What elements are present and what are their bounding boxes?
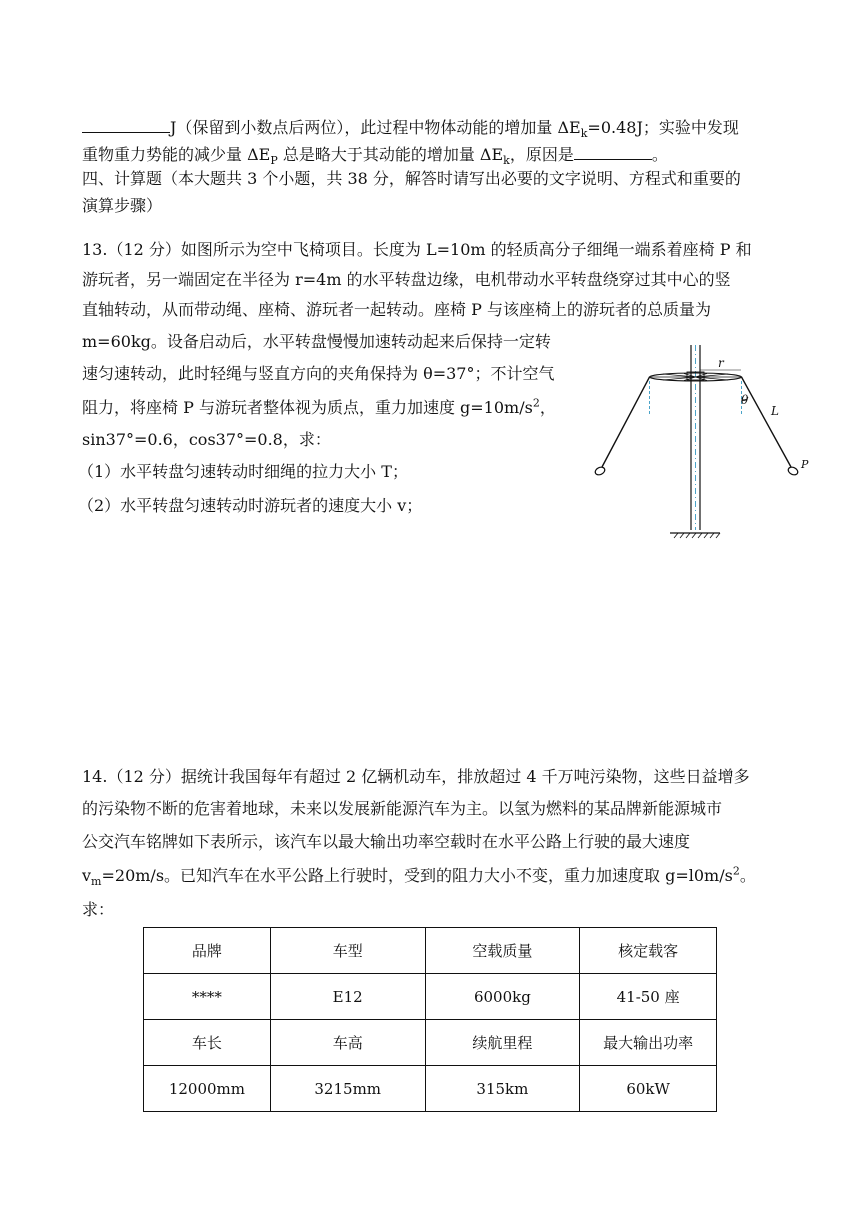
table-cell: 315km xyxy=(425,1066,580,1112)
table-cell: **** xyxy=(144,974,271,1020)
table-cell: 续航里程 xyxy=(425,1020,580,1066)
label-theta: θ xyxy=(741,393,749,407)
table-row xyxy=(144,928,717,974)
answer-blank-2[interactable] xyxy=(574,143,652,160)
q13-line-1: 13.（12 分）如图所示为空中飞椅项目。长度为 L=10m 的轻质高分子细绳一端系着座椅 P 和 xyxy=(82,240,752,259)
q14-line-3: 公交汽车铭牌如下表所示，该汽车以最大输出功率空载时在水平公路上行驶的最大速度 xyxy=(82,832,691,851)
table-cell: 6000kg xyxy=(425,974,580,1020)
table-cell: 3215mm xyxy=(270,1066,425,1112)
q13-line-5: 速匀速转动，此时轻绳与竖直方向的夹角保持为 θ=37°；不计空气 xyxy=(82,364,555,383)
label-L: L xyxy=(771,404,779,418)
prev-line-1: J（保留到小数点后两位），此过程中物体动能的增加量 $\Delta E_k=0.48J$；实验中发现 xyxy=(82,116,739,138)
table-cell: 车高 xyxy=(270,1020,425,1066)
q14-line-1: 14.（12 分）据统计我国每年有超过 2 亿辆机动车，排放超过 4 千万吨污染物，这些日益增多 xyxy=(82,767,750,786)
table-cell: 12000mm xyxy=(144,1066,271,1112)
q14-line-4: $v_m=20m/s$。已知汽车在水平公路上行驶时，受到的阻力大小不变，重力加速度取 $g=l0m/s^2$。 xyxy=(82,864,756,889)
q13-sub-1: （1）水平转盘匀速转动时细绳的拉力大小 T； xyxy=(78,462,408,481)
section-heading: 四、计算题（本大题共 3 个小题，共 38 分，解答时请写出必要的文字说明、方程式和重要的 xyxy=(82,169,741,188)
table-cell: 41-50 座 xyxy=(580,974,717,1020)
section-heading-cont: 演算步骤） xyxy=(82,196,163,215)
table-cell: 品牌 xyxy=(144,928,271,974)
table-row xyxy=(144,1020,717,1066)
prev-line-2: 重物重力势能的减少量 $\Delta E_P$ 总是略大于其动能的增加量 $\Delta E_k$，原因是 。 xyxy=(82,145,668,168)
q13-line-3: 直轴转动，从而带动绳、座椅、游玩者一起转动。座椅 P 与该座椅上的游玩者的总质量为 xyxy=(82,300,711,319)
table-cell: 车型 xyxy=(270,928,425,974)
table-cell: E12 xyxy=(270,974,425,1020)
q13-line-4: m=60kg。设备启动后，水平转盘慢慢加速转动起来后保持一定转 xyxy=(82,332,551,351)
q13-line-2: 游玩者，另一端固定在半径为 r=4m 的水平转盘边缘，电机带动水平转盘绕穿过其中心的竖 xyxy=(82,270,731,289)
q13-line-7: sin37°=0.6，cos37°=0.8，求： xyxy=(82,430,331,449)
answer-blank-1[interactable] xyxy=(82,116,170,133)
q14-line-2: 的污染物不断的危害着地球，未来以发展新能源汽车为主。以氢为燃料的某品牌新能源城市 xyxy=(82,799,723,818)
bus-spec-table xyxy=(143,927,717,1112)
table-cell: 最大输出功率 xyxy=(580,1020,717,1066)
label-r: r xyxy=(718,356,724,370)
table-cell: 核定载客 xyxy=(580,928,717,974)
table-cell: 空载质量 xyxy=(425,928,580,974)
flying-chair-figure xyxy=(588,340,818,540)
table-row xyxy=(144,1066,717,1112)
q13-sub-2: （2）水平转盘匀速转动时游玩者的速度大小 v； xyxy=(78,496,423,515)
label-P: P xyxy=(801,458,809,471)
table-cell: 60kW xyxy=(580,1066,717,1112)
table-row xyxy=(144,974,717,1020)
q13-line-6: 阻力，将座椅 P 与游玩者整体视为质点，重力加速度 $g=10m/s^2$， xyxy=(82,396,556,417)
q14-line-5: 求： xyxy=(82,900,115,919)
table-cell: 车长 xyxy=(144,1020,271,1066)
